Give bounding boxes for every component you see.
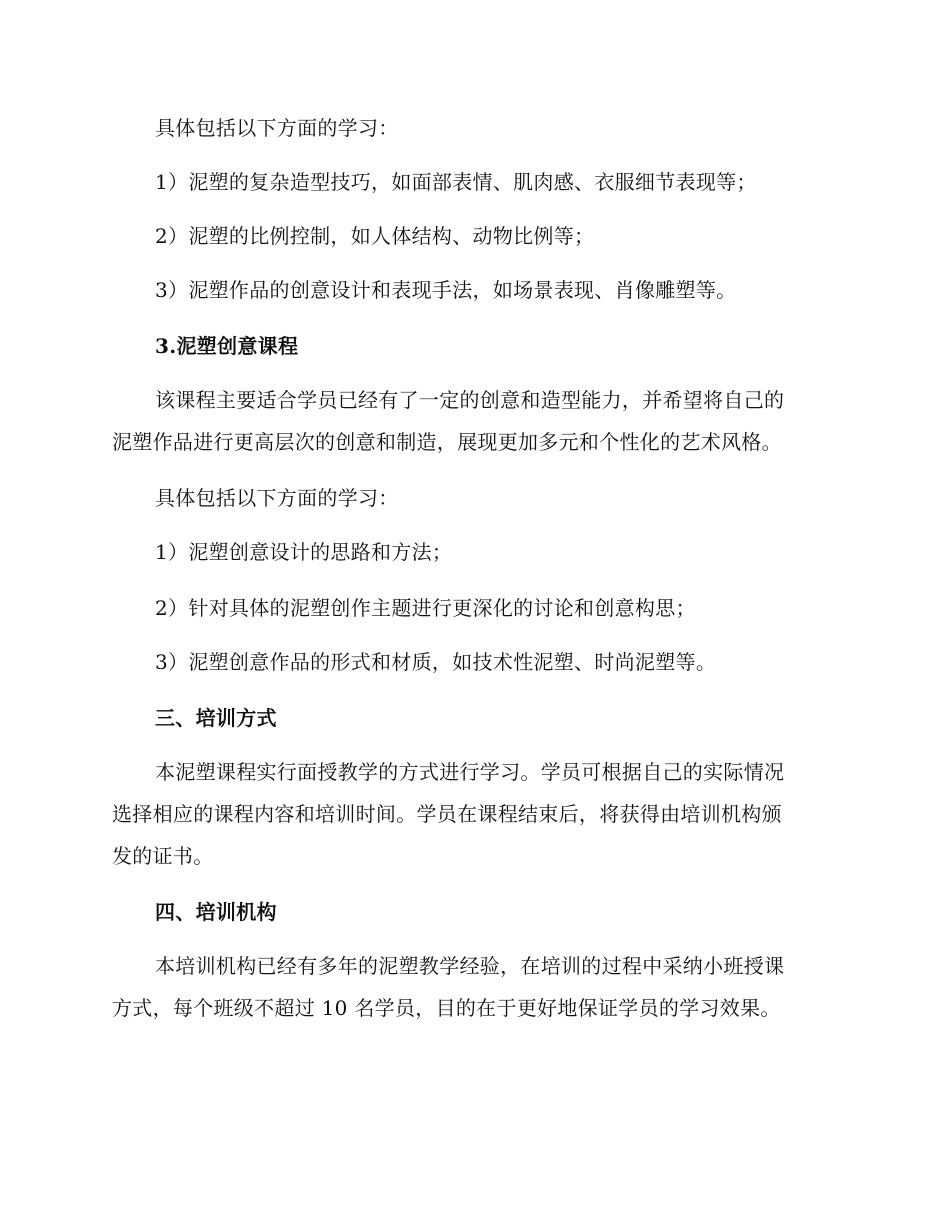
list-item: 2）针对具体的泥塑创作主题进行更深化的讨论和创意构思； [155, 596, 696, 620]
paragraph-line: 选择相应的课程内容和培训时间。学员在课程结束后，将获得由培训机构颁 [112, 802, 782, 826]
list-item: 2）泥塑的比例控制，如人体结构、动物比例等； [155, 224, 595, 248]
paragraph [112, 382, 836, 460]
section-heading: 3.泥塑创意课程 [155, 334, 299, 358]
section-intro-text: 具体包括以下方面的学习： [155, 486, 399, 510]
paragraph-line: 该课程主要适合学员已经有了一定的创意和造型能力，并希望将自己的 [155, 388, 785, 412]
section-intro-text: 具体包括以下方面的学习： [155, 116, 399, 140]
list-item: 1）泥塑创意设计的思路和方法； [155, 540, 453, 564]
paragraph [112, 754, 836, 874]
paragraph-line: 方式，每个班级不超过 10 名学员，目的在于更好地保证学员的学习效果。 [112, 996, 781, 1020]
list-item: 3）泥塑作品的创意设计和表现手法，如场景表现、肖像雕塑等。 [155, 278, 737, 302]
list-item: 3）泥塑创意作品的形式和材质，如技术性泥塑、时尚泥塑等。 [155, 650, 717, 674]
section-heading: 三、培训方式 [155, 706, 277, 730]
paragraph-line: 本培训机构已经有多年的泥塑教学经验，在培训的过程中采纳小班授课 [155, 954, 785, 978]
paragraph-line: 本泥塑课程实行面授教学的方式进行学习。学员可根据自己的实际情况 [155, 760, 785, 784]
list-item: 1）泥塑的复杂造型技巧，如面部表情、肌肉感、衣服细节表现等； [155, 170, 757, 194]
paragraph-line: 发的证书。 [112, 844, 214, 868]
paragraph [112, 948, 836, 1026]
paragraph-line: 泥塑作品进行更高层次的创意和制造，展现更加多元和个性化的艺术风格。 [112, 430, 782, 454]
section-heading: 四、培训机构 [155, 900, 277, 924]
